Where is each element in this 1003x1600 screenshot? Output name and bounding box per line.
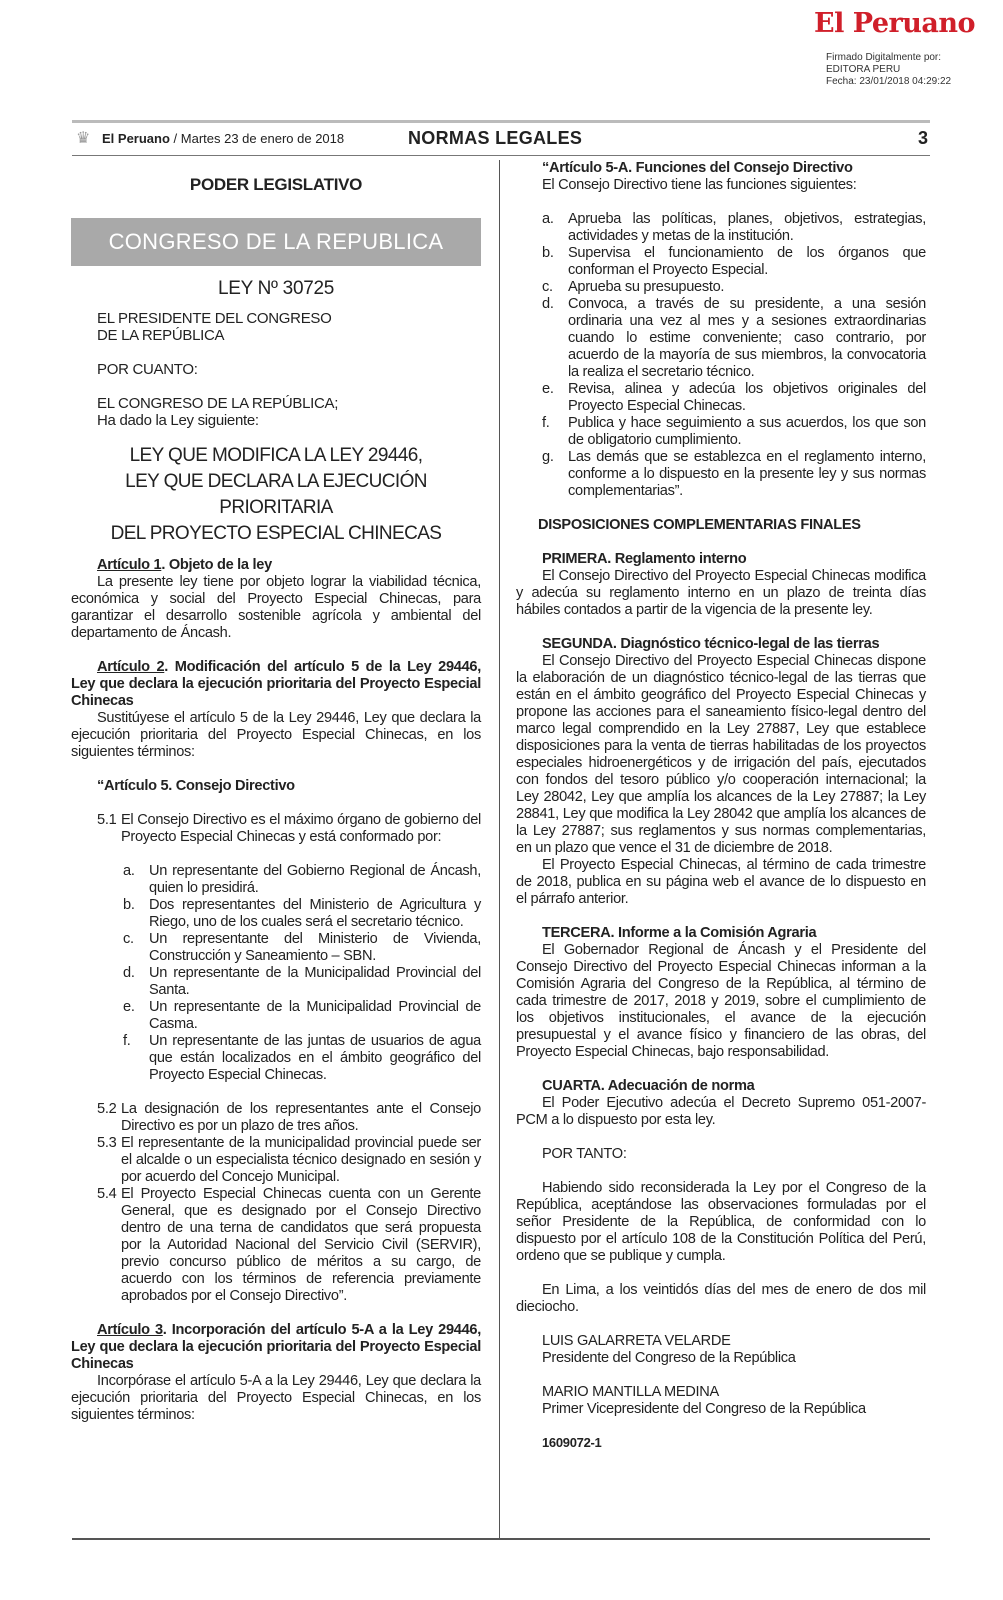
list-marker: e.: [542, 381, 554, 397]
right-column: [516, 160, 926, 1451]
list-marker: f.: [542, 415, 550, 431]
list-item: [123, 1033, 481, 1084]
disposition-segunda: [516, 636, 926, 908]
list-marker: b.: [542, 245, 554, 261]
article-text: La presente ley tiene por objeto lograr la viabilidad técnica, económica y social del Proyecto Especial Chinecas, para garantizar el desarrollo sostenible agrícola y ambiental del departamento de Áncash.: [71, 574, 481, 641]
list-text: Un representante del Ministerio de Vivienda, Construcción y Saneamiento – SBN.: [149, 931, 481, 964]
list-text: Dos representantes del Ministerio de Agricultura y Riego, uno de los cuales será el secretario técnico.: [149, 897, 481, 930]
signer-name: MARIO MANTILLA MEDINA: [542, 1384, 719, 1400]
president-block: [71, 310, 481, 344]
list-text: La designación de los representantes ante el Consejo Directivo es por un plazo de tres años.: [121, 1101, 481, 1134]
article-3: [71, 1322, 481, 1424]
disposition-text: El Proyecto Especial Chinecas, al término de cada trimestre de 2018, publica en su página web el avance de lo dispuesto en el párrafo anterior.: [516, 857, 926, 907]
disposition-text: El Gobernador Regional de Áncash y el Presidente del Consejo Directivo del Proyecto Especial Chinecas informan a la Comisión Agraria del Congreso de la República, al término de cada trimestre de 2017, 2018 y 2019, sobre el cumplimiento de los objetivos institucionales, el avance de la ejecución presupuestal y el avance físico y financiero de las obras, del Proyecto Especial Chinecas, bajo responsabilidad.: [516, 942, 926, 1060]
disposition-title: SEGUNDA. Diagnóstico técnico-legal de las tierras: [542, 636, 880, 652]
functions-list: [516, 211, 926, 500]
disposition-tercera: [516, 925, 926, 1061]
list-text: Convoca, a través de su presidente, a una sesión ordinaria una vez al mes y a sesiones extraordinarias cuando lo estime conveniente; caso contrario, por acuerdo de la mayoría de sus miembros, la convocatoria la realiza el secretario técnico.: [568, 296, 926, 380]
el-peruano-logo: El Peruano: [814, 8, 975, 39]
list-text: Aprueba las políticas, planes, objetivos, estrategias, actividades y metas de la institución.: [568, 211, 926, 244]
clauses-list: [71, 1101, 481, 1305]
disposition-text: El Poder Ejecutivo adecúa el Decreto Supremo 051-2007-PCM a lo dispuesto por esta ley.: [516, 1095, 926, 1128]
law-title-line: LEY QUE MODIFICA LA LEY 29446,: [129, 445, 423, 466]
coat-of-arms-icon: ♛: [76, 130, 91, 147]
list-item: [123, 931, 481, 965]
list-marker: 5.3: [97, 1135, 117, 1151]
list-marker: b.: [123, 897, 135, 913]
list-marker: d.: [123, 965, 135, 981]
list-marker: d.: [542, 296, 554, 312]
signer-title: Presidente del Congreso de la República: [542, 1350, 796, 1366]
list-text: Supervisa el funcionamiento de los órganos que conforman el Proyecto Especial.: [568, 245, 926, 278]
list-text: El Proyecto Especial Chinecas cuenta con un Gerente General, que es designado por el Consejo Directivo dentro de una terna de candidatos que será propuesta por la Autoridad Nacional del Servicio Civil (SERVIR), previo concurso público de méritos a su cargo, de acuerdo con los términos de referencia previamente aprobados por el Consejo Directivo”.: [121, 1186, 481, 1304]
disposition-primera: [516, 551, 926, 619]
article-text: Sustitúyese el artículo 5 de la Ley 29446, Ley que declara la ejecución prioritaria del Proyecto Especial Chinecas, en los siguientes términos:: [71, 710, 481, 760]
header-paper: El Peruano: [102, 131, 170, 146]
signer-title: Primer Vicepresidente del Congreso de la República: [542, 1401, 866, 1417]
article-5a: [516, 160, 926, 194]
signature-date: Fecha: 23/01/2018 04:29:22: [826, 76, 952, 87]
president-line: EL PRESIDENTE DEL CONGRESO: [97, 310, 332, 327]
list-item: [123, 897, 481, 931]
left-column: [71, 174, 481, 1424]
list-item: [542, 296, 926, 381]
list-text: Publica y hace seguimiento a sus acuerdos, los que son de obligatorio cumplimiento.: [568, 415, 926, 448]
list-text: Un representante de la Municipalidad Provincial de Casma.: [149, 999, 481, 1032]
congress-line: Ha dado la Ley siguiente:: [97, 412, 259, 429]
list-text: Un representante del Gobierno Regional de Áncash, quien lo presidirá.: [149, 863, 481, 896]
list-item: [542, 245, 926, 279]
disposition-title: TERCERA. Informe a la Comisión Agraria: [542, 925, 817, 941]
list-text: Un representante de la Municipalidad Provincial del Santa.: [149, 965, 481, 998]
reference-number: 1609072-1: [542, 1435, 602, 1450]
list-text: El representante de la municipalidad provincial puede ser el alcalde o un especialista técnico designado en sesión y por acuerdo del Concejo Municipal.: [121, 1135, 481, 1185]
list-item: [123, 863, 481, 897]
list-text: Las demás que se establezca en el reglamento interno, conforme a lo dispuesto en la presente ley y sus normas complementarias”.: [568, 449, 926, 499]
por-cuanto: POR CUANTO:: [97, 361, 198, 378]
list-marker: c.: [123, 931, 134, 947]
article-label: Artículo 3: [97, 1322, 163, 1338]
law-title-line: DEL PROYECTO ESPECIAL CHINECAS: [110, 523, 442, 544]
list-item: [542, 415, 926, 449]
list-item: [542, 381, 926, 415]
signer-1: [516, 1333, 926, 1367]
column-divider: [499, 160, 500, 1538]
article-text: Incorpórase el artículo 5-A a la Ley 29446, Ley que declara la ejecución prioritaria del Proyecto Especial Chinecas, en los siguientes términos:: [71, 1373, 481, 1423]
digital-signature: [826, 52, 951, 88]
branch-heading: PODER LEGISLATIVO: [189, 175, 363, 194]
disposition-text: El Consejo Directivo del Proyecto Especial Chinecas dispone la elaboración de un diagnóstico técnico-legal de las tierras que están en el ámbito geográfico del Proyecto Especial Chinecas y propone las acciones para el saneamiento físico-legal dentro del marco legal comprendido en la Ley 27887, Ley que establece disposiciones para la venta de tierras habilitadas de los proyectos especiales hidroenergéticos y de irrigación del país, ejecutados con fondos del tesoro público y/o cooperación internacional; la Ley 28042, Ley que amplía los alcances de la Ley 27887; la Ley 28841, Ley que modifica la Ley 28042 que amplía los alcances de la Ley 27887; sus reglamentos y sus normas complementarias, en un plazo que vence el 31 de diciembre de 2018.: [516, 653, 926, 856]
article-2: [71, 659, 481, 761]
list-item: [97, 1135, 481, 1186]
bottom-rule: [72, 1538, 930, 1540]
signature-label: Firmado Digitalmente por:: [826, 52, 942, 63]
por-tanto: POR TANTO:: [542, 1146, 627, 1162]
list-item: [97, 1186, 481, 1305]
list-marker: a.: [542, 211, 554, 227]
header-masthead: [102, 131, 344, 146]
list-item: [97, 1101, 481, 1135]
clause-text: El Consejo Directivo es el máximo órgano de gobierno del Proyecto Especial Chinecas y está conformado por:: [121, 812, 481, 845]
article-label: Artículo 1: [97, 557, 162, 573]
list-text: Revisa, alinea y adecúa los objetivos originales del Proyecto Especial Chinecas.: [568, 381, 926, 414]
article-title: . Incorporación del artículo 5-A a la Ley 29446, Ley que declara la ejecución prioritaria del Proyecto Especial Chinecas: [71, 1322, 481, 1372]
list-item: [123, 965, 481, 999]
list-item: [542, 279, 926, 296]
list-marker: 5.2: [97, 1101, 117, 1117]
list-item: [542, 211, 926, 245]
article-label: Artículo 2: [97, 659, 165, 675]
disposition-title: PRIMERA. Reglamento interno: [542, 551, 747, 567]
signer-2: [516, 1384, 926, 1418]
law-title-line: LEY QUE DECLARA LA EJECUCIÓN PRIORITARIA: [125, 471, 427, 518]
page-number: 3: [917, 128, 928, 148]
list-text: Un representante de las juntas de usuarios de agua que están localizados en el ámbito geográfico del Proyecto Especial Chinecas.: [149, 1033, 481, 1083]
disposition-cuarta: [516, 1078, 926, 1129]
law-title: [71, 443, 481, 547]
list-marker: c.: [542, 279, 553, 295]
article-5a-intro: El Consejo Directivo tiene las funciones siguientes:: [542, 177, 857, 193]
president-line: DE LA REPÚBLICA: [97, 327, 225, 344]
article-5a-heading: “Artículo 5-A. Funciones del Consejo Directivo: [542, 160, 853, 176]
list-marker: a.: [123, 863, 135, 879]
page-header: [72, 120, 930, 156]
list-item: [542, 449, 926, 500]
dispositions-heading: DISPOSICIONES COMPLEMENTARIAS FINALES: [538, 517, 861, 533]
congress-banner: CONGRESO DE LA REPUBLICA: [71, 218, 481, 266]
signature-signer: EDITORA PERU: [826, 64, 901, 75]
clause-marker: 5.1: [97, 812, 117, 828]
article-title: . Objeto de la ley: [161, 557, 272, 573]
list-marker: e.: [123, 999, 135, 1015]
law-number: LEY Nº 30725: [217, 278, 335, 299]
congress-block: [71, 395, 481, 429]
list-marker: 5.4: [97, 1186, 117, 1202]
signer-name: LUIS GALARRETA VELARDE: [542, 1333, 731, 1349]
clause-5-1: [71, 812, 481, 846]
article-5-heading: “Artículo 5. Consejo Directivo: [97, 778, 295, 794]
congress-line: EL CONGRESO DE LA REPÚBLICA;: [97, 395, 339, 412]
list-item: [123, 999, 481, 1033]
members-list: [71, 863, 481, 1084]
article-1: [71, 557, 481, 642]
list-marker: g.: [542, 449, 554, 465]
header-section: NORMAS LEGALES: [408, 128, 583, 148]
list-marker: f.: [123, 1033, 131, 1049]
disposition-title: CUARTA. Adecuación de norma: [542, 1078, 755, 1094]
header-date: / Martes 23 de enero de 2018: [173, 131, 345, 146]
list-text: Aprueba su presupuesto.: [568, 279, 725, 295]
article-title: . Modificación del artículo 5 de la Ley 29446, Ley que declara la ejecución prioritaria del Proyecto Especial Chinecas: [71, 659, 481, 709]
disposition-text: El Consejo Directivo del Proyecto Especial Chinecas modifica y adecúa su reglamento interno en un plazo de treinta días hábiles contados a partir de la vigencia de la presente ley.: [516, 568, 926, 618]
place-date: En Lima, a los veintidós días del mes de enero de dos mil dieciocho.: [516, 1282, 926, 1315]
promulgation-text: Habiendo sido reconsiderada la Ley por el Congreso de la República, aceptándose las observaciones formuladas por el señor Presidente de la República, de conformidad con lo dispuesto por el artículo 108 de la Constitución Política del Perú, ordeno que se publique y cumpla.: [516, 1180, 926, 1264]
